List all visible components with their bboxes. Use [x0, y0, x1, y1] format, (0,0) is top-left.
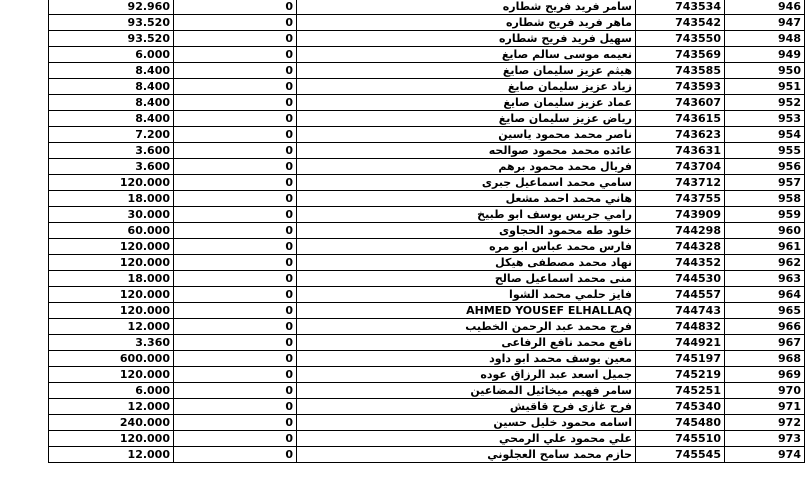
- table-row: [49, 415, 805, 431]
- name-cell[interactable]: AHMED YOUSEF ELHALLAQ: [297, 303, 636, 319]
- table-row: [49, 127, 805, 143]
- zero-cell[interactable]: 0: [174, 31, 297, 47]
- table-row: [49, 15, 805, 31]
- id-cell[interactable]: 743593: [636, 79, 725, 95]
- sequence-cell[interactable]: 960: [725, 223, 805, 239]
- amount-cell[interactable]: 120.000: [49, 175, 174, 191]
- name-cell[interactable]: سامر فهيم ميخائيل المضاعين: [297, 383, 636, 399]
- table-row: [49, 47, 805, 63]
- table-row: [49, 447, 805, 463]
- name-cell[interactable]: زياد عزيز سليمان صايغ: [297, 79, 636, 95]
- zero-cell[interactable]: 0: [174, 15, 297, 31]
- sequence-cell[interactable]: 947: [725, 15, 805, 31]
- sequence-cell[interactable]: 973: [725, 431, 805, 447]
- id-cell[interactable]: 743542: [636, 15, 725, 31]
- sequence-cell[interactable]: 963: [725, 271, 805, 287]
- table-row: [49, 335, 805, 351]
- id-cell[interactable]: 743909: [636, 207, 725, 223]
- table-row: [49, 223, 805, 239]
- table-row: [49, 303, 805, 319]
- sequence-cell[interactable]: 952: [725, 95, 805, 111]
- table-row: [49, 367, 805, 383]
- name-cell[interactable]: فايز حلمي محمد الشوا: [297, 287, 636, 303]
- zero-cell[interactable]: 0: [174, 111, 297, 127]
- sequence-cell[interactable]: 972: [725, 415, 805, 431]
- table-row: [49, 63, 805, 79]
- table-row: [49, 351, 805, 367]
- id-cell[interactable]: 744557: [636, 287, 725, 303]
- sequence-cell[interactable]: 951: [725, 79, 805, 95]
- id-cell[interactable]: 745545: [636, 447, 725, 463]
- id-cell[interactable]: 744328: [636, 239, 725, 255]
- name-cell[interactable]: علي محمود علي الرمحي: [297, 431, 636, 447]
- name-cell[interactable]: هيثم عزيز سليمان صايغ: [297, 63, 636, 79]
- zero-cell[interactable]: 0: [174, 0, 297, 15]
- table-row: [49, 271, 805, 287]
- sequence-cell[interactable]: 971: [725, 399, 805, 415]
- zero-cell[interactable]: 0: [174, 399, 297, 415]
- zero-cell[interactable]: 0: [174, 303, 297, 319]
- zero-cell[interactable]: 0: [174, 351, 297, 367]
- zero-cell[interactable]: 0: [174, 287, 297, 303]
- sequence-cell[interactable]: 974: [725, 447, 805, 463]
- amount-cell[interactable]: 120.000: [49, 431, 174, 447]
- sequence-cell[interactable]: 965: [725, 303, 805, 319]
- table-row: [49, 159, 805, 175]
- id-cell[interactable]: 745510: [636, 431, 725, 447]
- table-body: [49, 0, 805, 463]
- zero-cell[interactable]: 0: [174, 159, 297, 175]
- amount-cell[interactable]: 12.000: [49, 399, 174, 415]
- table-row: [49, 0, 805, 15]
- id-cell[interactable]: 744298: [636, 223, 725, 239]
- data-table: [48, 0, 805, 463]
- sequence-cell[interactable]: 949: [725, 47, 805, 63]
- name-cell[interactable]: فرح غازى فرح قاقيش: [297, 399, 636, 415]
- name-cell[interactable]: حازم محمد سامح العجلوني: [297, 447, 636, 463]
- zero-cell[interactable]: 0: [174, 223, 297, 239]
- name-cell[interactable]: سهيل فريد فريح شطاره: [297, 31, 636, 47]
- sequence-cell[interactable]: 966: [725, 319, 805, 335]
- id-cell[interactable]: 744352: [636, 255, 725, 271]
- id-cell[interactable]: 743534: [636, 0, 725, 15]
- name-cell[interactable]: عائده محمد محمود صوالحه: [297, 143, 636, 159]
- name-cell[interactable]: رياض عزيز سليمان صايغ: [297, 111, 636, 127]
- zero-cell[interactable]: 0: [174, 415, 297, 431]
- sequence-cell[interactable]: 961: [725, 239, 805, 255]
- table-row: [49, 79, 805, 95]
- amount-cell[interactable]: 18.000: [49, 191, 174, 207]
- amount-cell[interactable]: 12.000: [49, 447, 174, 463]
- table-row: [49, 431, 805, 447]
- sequence-cell[interactable]: 962: [725, 255, 805, 271]
- zero-cell[interactable]: 0: [174, 335, 297, 351]
- table-row: [49, 111, 805, 127]
- zero-cell[interactable]: 0: [174, 255, 297, 271]
- id-cell[interactable]: 745340: [636, 399, 725, 415]
- sequence-cell[interactable]: 970: [725, 383, 805, 399]
- amount-cell[interactable]: 3.600: [49, 159, 174, 175]
- amount-cell[interactable]: 92.960: [49, 0, 174, 15]
- zero-cell[interactable]: 0: [174, 191, 297, 207]
- zero-cell[interactable]: 0: [174, 79, 297, 95]
- id-cell[interactable]: 743615: [636, 111, 725, 127]
- id-cell[interactable]: 743755: [636, 191, 725, 207]
- zero-cell[interactable]: 0: [174, 95, 297, 111]
- table-row: [49, 239, 805, 255]
- id-cell[interactable]: 745480: [636, 415, 725, 431]
- amount-cell[interactable]: 30.000: [49, 207, 174, 223]
- sequence-cell[interactable]: 948: [725, 31, 805, 47]
- table-row: [49, 287, 805, 303]
- id-cell[interactable]: 744743: [636, 303, 725, 319]
- zero-cell[interactable]: 0: [174, 47, 297, 63]
- id-cell[interactable]: 743623: [636, 127, 725, 143]
- amount-cell[interactable]: 6.000: [49, 383, 174, 399]
- table-row: [49, 399, 805, 415]
- id-cell[interactable]: 743704: [636, 159, 725, 175]
- sequence-cell[interactable]: 946: [725, 0, 805, 15]
- sequence-cell[interactable]: 968: [725, 351, 805, 367]
- zero-cell[interactable]: 0: [174, 175, 297, 191]
- zero-cell[interactable]: 0: [174, 447, 297, 463]
- name-cell[interactable]: سامي محمد اسماعيل جبرى: [297, 175, 636, 191]
- name-cell[interactable]: عماد عزيز سليمان صايغ: [297, 95, 636, 111]
- sequence-cell[interactable]: 953: [725, 111, 805, 127]
- name-cell[interactable]: هاني محمد احمد مشعل: [297, 191, 636, 207]
- amount-cell[interactable]: 3.360: [49, 335, 174, 351]
- amount-cell[interactable]: 6.000: [49, 47, 174, 63]
- sequence-cell[interactable]: 956: [725, 159, 805, 175]
- table-row: [49, 207, 805, 223]
- zero-cell[interactable]: 0: [174, 367, 297, 383]
- table-row: [49, 143, 805, 159]
- sequence-cell[interactable]: 958: [725, 191, 805, 207]
- id-cell[interactable]: 743550: [636, 31, 725, 47]
- id-cell[interactable]: 744530: [636, 271, 725, 287]
- amount-cell[interactable]: 120.000: [49, 255, 174, 271]
- name-cell[interactable]: معين يوسف محمد ابو داود: [297, 351, 636, 367]
- sequence-cell[interactable]: 967: [725, 335, 805, 351]
- table-row: [49, 383, 805, 399]
- name-cell[interactable]: نهاد محمد مصطفى هيكل: [297, 255, 636, 271]
- amount-cell[interactable]: 120.000: [49, 287, 174, 303]
- zero-cell[interactable]: 0: [174, 431, 297, 447]
- amount-cell[interactable]: 60.000: [49, 223, 174, 239]
- sequence-cell[interactable]: 969: [725, 367, 805, 383]
- name-cell[interactable]: اسامه محمود خليل حسين: [297, 415, 636, 431]
- amount-cell[interactable]: 93.520: [49, 31, 174, 47]
- sequence-cell[interactable]: 954: [725, 127, 805, 143]
- id-cell[interactable]: 744921: [636, 335, 725, 351]
- amount-cell[interactable]: 8.400: [49, 111, 174, 127]
- name-cell[interactable]: خلود طه محمود الحجاوى: [297, 223, 636, 239]
- name-cell[interactable]: فارس محمد عباس ابو مره: [297, 239, 636, 255]
- table-row: [49, 319, 805, 335]
- name-cell[interactable]: سامر فريد فريح شطاره: [297, 0, 636, 15]
- zero-cell[interactable]: 0: [174, 127, 297, 143]
- id-cell[interactable]: 745219: [636, 367, 725, 383]
- id-cell[interactable]: 743631: [636, 143, 725, 159]
- name-cell[interactable]: منى محمد اسماعيل صالح: [297, 271, 636, 287]
- name-cell[interactable]: نعيمه موسى سالم صايغ: [297, 47, 636, 63]
- table-row: [49, 191, 805, 207]
- name-cell[interactable]: رامي جريس يوسف ابو طبيخ: [297, 207, 636, 223]
- amount-cell[interactable]: 7.200: [49, 127, 174, 143]
- table-row: [49, 175, 805, 191]
- name-cell[interactable]: ماهر فريد فريح شطاره: [297, 15, 636, 31]
- amount-cell[interactable]: 8.400: [49, 63, 174, 79]
- name-cell[interactable]: فرج محمد عبد الرحمن الخطيب: [297, 319, 636, 335]
- id-cell[interactable]: 744832: [636, 319, 725, 335]
- table-row: [49, 31, 805, 47]
- sequence-cell[interactable]: 955: [725, 143, 805, 159]
- sequence-cell[interactable]: 957: [725, 175, 805, 191]
- zero-cell[interactable]: 0: [174, 143, 297, 159]
- id-cell[interactable]: 743569: [636, 47, 725, 63]
- amount-cell[interactable]: 8.400: [49, 79, 174, 95]
- table-row: [49, 95, 805, 111]
- amount-cell[interactable]: 3.600: [49, 143, 174, 159]
- sequence-cell[interactable]: 950: [725, 63, 805, 79]
- sequence-cell[interactable]: 959: [725, 207, 805, 223]
- name-cell[interactable]: فريال محمد محمود برهم: [297, 159, 636, 175]
- amount-cell[interactable]: 8.400: [49, 95, 174, 111]
- id-cell[interactable]: 745251: [636, 383, 725, 399]
- zero-cell[interactable]: 0: [174, 383, 297, 399]
- amount-cell[interactable]: 240.000: [49, 415, 174, 431]
- amount-cell[interactable]: 120.000: [49, 303, 174, 319]
- zero-cell[interactable]: 0: [174, 319, 297, 335]
- amount-cell[interactable]: 120.000: [49, 239, 174, 255]
- sequence-cell[interactable]: 964: [725, 287, 805, 303]
- amount-cell[interactable]: 93.520: [49, 15, 174, 31]
- zero-cell[interactable]: 0: [174, 271, 297, 287]
- zero-cell[interactable]: 0: [174, 207, 297, 223]
- id-cell[interactable]: 743712: [636, 175, 725, 191]
- name-cell[interactable]: نافع محمد نافع الرفاعى: [297, 335, 636, 351]
- id-cell[interactable]: 743585: [636, 63, 725, 79]
- name-cell[interactable]: جميل اسعد عبد الرزاق عوده: [297, 367, 636, 383]
- amount-cell[interactable]: 18.000: [49, 271, 174, 287]
- zero-cell[interactable]: 0: [174, 239, 297, 255]
- id-cell[interactable]: 745197: [636, 351, 725, 367]
- amount-cell[interactable]: 600.000: [49, 351, 174, 367]
- amount-cell[interactable]: 12.000: [49, 319, 174, 335]
- table-row: [49, 255, 805, 271]
- id-cell[interactable]: 743607: [636, 95, 725, 111]
- zero-cell[interactable]: 0: [174, 63, 297, 79]
- name-cell[interactable]: ناصر محمد محمود ياسين: [297, 127, 636, 143]
- amount-cell[interactable]: 120.000: [49, 367, 174, 383]
